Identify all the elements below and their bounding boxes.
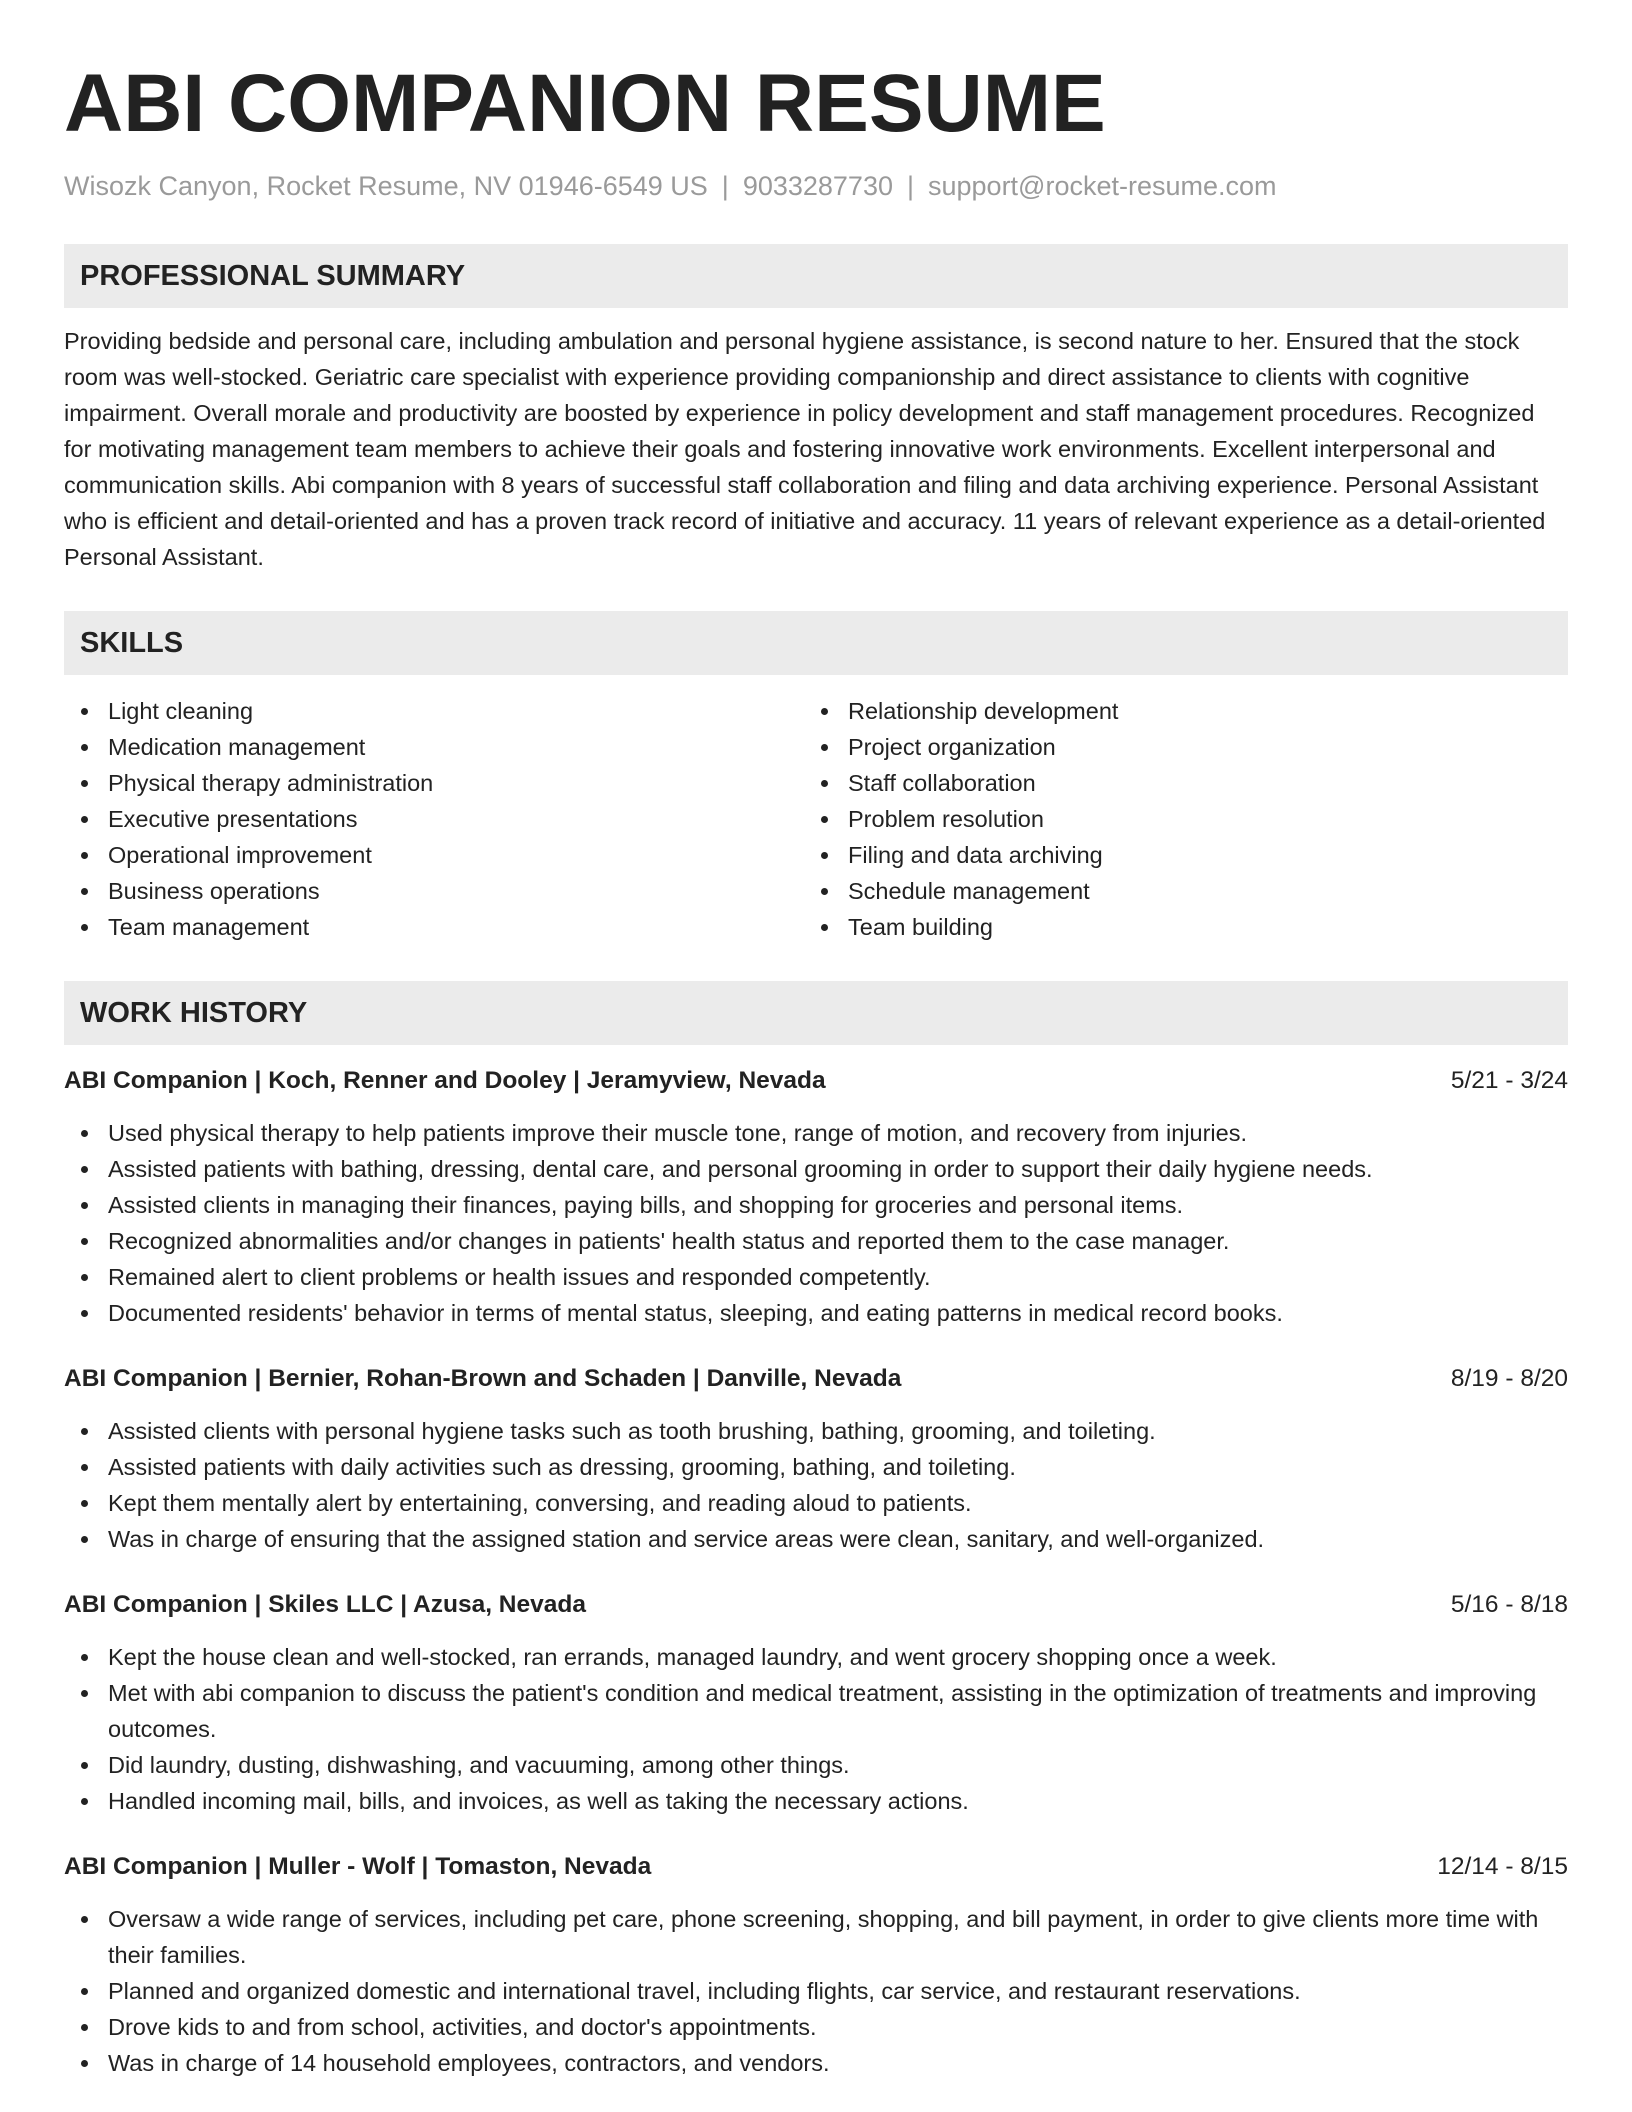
job-duties: [64, 1901, 1568, 2081]
job-duties: [64, 1413, 1568, 1557]
duty-item: Oversaw a wide range of services, including pet care, phone screening, shopping, and bill payment, in order to give clients more time with their families.: [64, 1901, 1568, 1973]
skill-item: Staff collaboration: [804, 765, 1544, 801]
job-dates: 8/19 - 8/20: [1450, 1365, 1568, 1392]
section-heading-skills: SKILLS: [64, 611, 1568, 675]
duty-item: Recognized abnormalities and/or changes in patients' health status and reported them to the case manager.: [64, 1223, 1568, 1259]
job-entry: [64, 1587, 1568, 1819]
duty-item: Assisted patients with bathing, dressing, dental care, and personal grooming in order to support their daily hygiene needs.: [64, 1151, 1568, 1187]
skill-item: Medication management: [64, 729, 804, 765]
duty-item: Planned and organized domestic and international travel, including flights, car service, and restaurant reservations.: [64, 1973, 1568, 2009]
duty-item: Did laundry, dusting, dishwashing, and vacuuming, among other things.: [64, 1747, 1568, 1783]
skills-column-right: [804, 693, 1544, 945]
summary-text: Providing bedside and personal care, including ambulation and personal hygiene assistance, is second nature to her. Ensured that the stock room was well-stocked. Geriatric care specialist with experience providing companionship and direct assistance to clients with cognitive impairment. Overall morale and productivity are boosted by experience in policy development and staff management procedures. Recognized for motivating management team members to achieve their goals and fostering innovative work environments. Excellent interpersonal and communication skills. Abi companion with 8 years of successful staff collaboration and filing and data archiving experience. Personal Assistant who is efficient and detail-oriented and has a proven track record of initiative and accuracy. 11 years of relevant experience as a detail-oriented Personal Assistant.: [64, 328, 1546, 570]
skill-item: Project organization: [804, 729, 1544, 765]
job-title: ABI Companion | Koch, Renner and Dooley | Jeramyview, Nevada: [64, 1067, 826, 1094]
job-header: [64, 1361, 1568, 1397]
skill-item: Light cleaning: [64, 693, 804, 729]
skill-item: Business operations: [64, 873, 804, 909]
duty-item: Kept the house clean and well-stocked, ran errands, managed laundry, and went grocery shopping once a week.: [64, 1639, 1568, 1675]
job-header: [64, 1063, 1568, 1099]
duty-item: Drove kids to and from school, activities, and doctor's appointments.: [64, 2009, 1568, 2045]
job-duties: [64, 1115, 1568, 1331]
job-dates: 12/14 - 8/15: [1437, 1853, 1568, 1880]
resume-name: ABI COMPANION RESUME: [64, 58, 1106, 149]
duty-item: Kept them mentally alert by entertaining, conversing, and reading aloud to patients.: [64, 1485, 1568, 1521]
job-dates: 5/16 - 8/18: [1450, 1591, 1568, 1618]
skill-item: Relationship development: [804, 693, 1544, 729]
job-entry: [64, 1063, 1568, 1331]
skill-item: Physical therapy administration: [64, 765, 804, 801]
section-heading-summary: PROFESSIONAL SUMMARY: [64, 244, 1568, 308]
skill-item: Team management: [64, 909, 804, 945]
skill-item: Executive presentations: [64, 801, 804, 837]
duty-item: Remained alert to client problems or health issues and responded competently.: [64, 1259, 1568, 1295]
skill-item: Schedule management: [804, 873, 1544, 909]
duty-item: Documented residents' behavior in terms of mental status, sleeping, and eating patterns in medical record books.: [64, 1295, 1568, 1331]
skills-list: [64, 693, 1568, 945]
job-header: [64, 1587, 1568, 1623]
duty-item: Was in charge of 14 household employees, contractors, and vendors.: [64, 2045, 1568, 2081]
duty-item: Assisted patients with daily activities such as dressing, grooming, bathing, and toileting.: [64, 1449, 1568, 1485]
contact-email: support@rocket-resume.com: [928, 171, 1277, 201]
contact-line: [64, 168, 1568, 204]
job-title: ABI Companion | Skiles LLC | Azusa, Nevada: [64, 1591, 586, 1618]
job-title: ABI Companion | Bernier, Rohan-Brown and Schaden | Danville, Nevada: [64, 1365, 902, 1392]
duty-item: Met with abi companion to discuss the patient's condition and medical treatment, assisting in the optimization of treatments and improving outcomes.: [64, 1675, 1568, 1747]
job-dates: 5/21 - 3/24: [1450, 1067, 1568, 1094]
job-title: ABI Companion | Muller - Wolf | Tomaston, Nevada: [64, 1853, 652, 1880]
duty-item: Assisted clients in managing their finances, paying bills, and shopping for groceries and personal items.: [64, 1187, 1568, 1223]
job-duties: [64, 1639, 1568, 1819]
contact-separator: |: [721, 171, 729, 201]
duty-item: Was in charge of ensuring that the assigned station and service areas were clean, sanitary, and well-organized.: [64, 1521, 1568, 1557]
duty-item: Handled incoming mail, bills, and invoices, as well as taking the necessary actions.: [64, 1783, 1568, 1819]
contact-separator: |: [906, 171, 914, 201]
skill-item: Filing and data archiving: [804, 837, 1544, 873]
duty-item: Assisted clients with personal hygiene tasks such as tooth brushing, bathing, grooming, and toileting.: [64, 1413, 1568, 1449]
skill-item: Team building: [804, 909, 1544, 945]
job-entry: [64, 1849, 1568, 2081]
skill-item: Problem resolution: [804, 801, 1544, 837]
contact-address: Wisozk Canyon, Rocket Resume, NV 01946-6549 US: [64, 171, 708, 201]
skills-column-left: [64, 693, 804, 945]
contact-phone: 9033287730: [742, 171, 893, 201]
skill-item: Operational improvement: [64, 837, 804, 873]
section-heading-work-history: WORK HISTORY: [64, 981, 1568, 1045]
job-header: [64, 1849, 1568, 1885]
duty-item: Used physical therapy to help patients improve their muscle tone, range of motion, and recovery from injuries.: [64, 1115, 1568, 1151]
job-entry: [64, 1361, 1568, 1557]
